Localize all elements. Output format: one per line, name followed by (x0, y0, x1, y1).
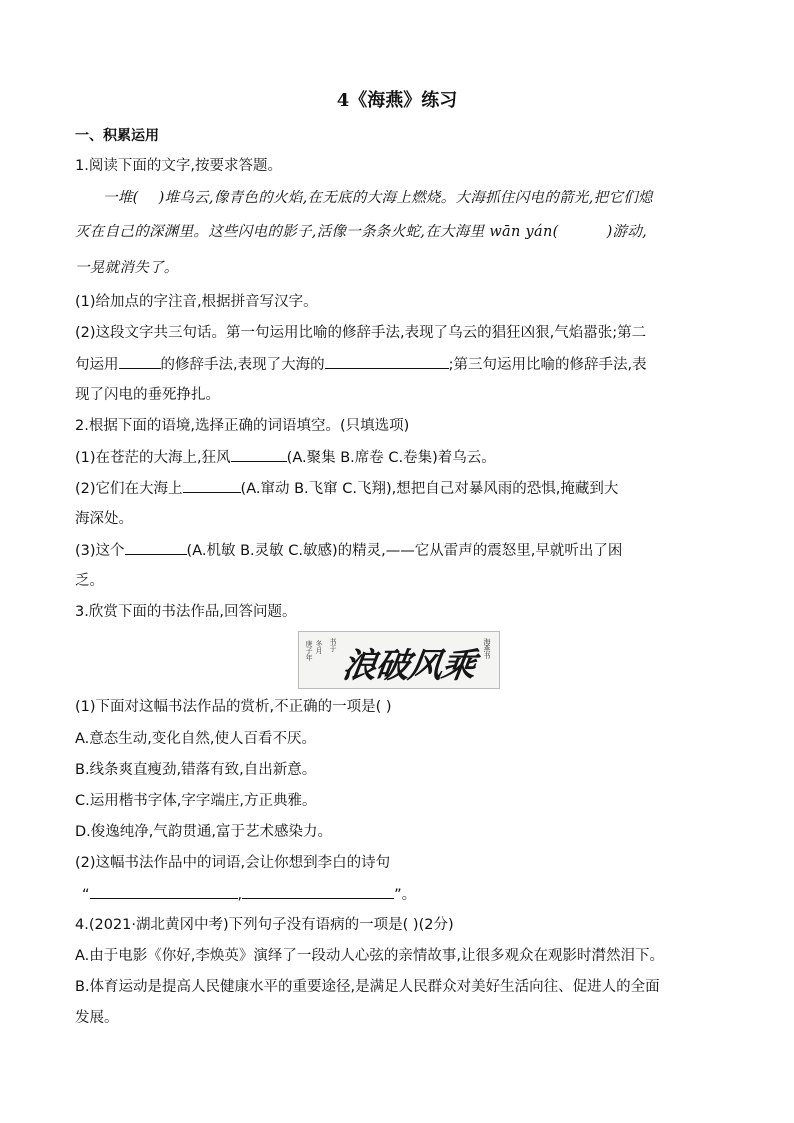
answer-blank[interactable] (90, 884, 238, 899)
passage-line-3: 一晃就消失了。 (75, 260, 179, 276)
passage-line-1 (103, 188, 653, 208)
question-4-option-a: A.由于电影《你好,李焕英》演绎了一段动人心弦的亲情故事,让很多观众在观影时潸然泪下。 (75, 948, 664, 964)
option-a: A.意态生动,变化自然,使人百看不厌。 (75, 731, 316, 747)
answer-blank[interactable] (139, 188, 159, 202)
passage-text: )游动, (606, 224, 648, 240)
calligraphy-signature: 海燕书 (483, 638, 491, 659)
passage-text: ( (552, 224, 559, 240)
question-4-prompt: 4.(2021·湖北黄冈中考)下列句子没有语病的一项是( )(2分) (75, 917, 454, 933)
answer-blank[interactable] (125, 540, 187, 555)
sentence-text: (3)这个 (75, 543, 125, 559)
quote-mark: “ (82, 887, 90, 903)
question-3-prompt: 3.欣赏下面的书法作品,回答问题。 (75, 604, 297, 620)
sentence-text: (A.窜动 B.飞窜 C.飞翔),想把自己对暴风雨的恐惧,掩藏到大 (240, 481, 619, 497)
calligraphy-image (298, 631, 500, 689)
answer-blank[interactable] (231, 447, 287, 462)
option-b: B.线条爽直瘦劲,错落有致,自出新意。 (75, 762, 317, 778)
option-c: C.运用楷书字体,字字端庄,方正典雅。 (75, 793, 317, 809)
question-4-option-b: B.体育运动是提高人民健康水平的重要途径,是满足人民群众对美好生活向往、促进人的全面 (75, 979, 660, 995)
question-2-sentence-3-cont: 乏。 (75, 573, 104, 589)
question-2-sentence-1 (75, 447, 496, 468)
question-1-sub-2-line-1: (2)这段文字共三句话。第一句运用比喻的修辞手法,表现了乌云的猖狂凶狠,气焰嚣张;第二 (75, 325, 647, 341)
sub-2-text: ;第三句运用比喻的修辞手法,表 (448, 357, 647, 373)
question-1-prompt: 1.阅读下面的文字,按要求答题。 (75, 158, 282, 174)
pinyin-text: wān yán (489, 224, 553, 240)
calligraphy-inscription: 庚子年 (305, 640, 313, 661)
passage-line-2 (75, 222, 647, 242)
answer-blank[interactable] (119, 354, 161, 369)
sentence-text: (A.聚集 B.席卷 C.卷集)着乌云。 (286, 450, 496, 466)
sentence-text: (1)在苍茫的大海上,狂风 (75, 450, 231, 466)
sub-2-text: 的修辞手法,表现了大海的 (160, 357, 325, 373)
calligraphy-text: 浪破风乘 (339, 646, 478, 686)
answer-blank[interactable] (242, 884, 394, 899)
sentence-text: (2)它们在大海上 (75, 481, 183, 497)
calligraphy-inscription: 书于 (329, 638, 337, 652)
passage-text: )堆乌云,像青色的火焰,在无底的大海上燃烧。大海抓住闪电的箭光,把它们熄 (158, 190, 653, 206)
answer-blank[interactable] (559, 222, 607, 236)
passage-text: 灭在自己的深渊里。这些闪电的影子,活像一条条火蛇,在大海里 (75, 224, 485, 240)
question-2-sentence-2-cont: 海深处。 (75, 511, 133, 527)
question-1-sub-2-line-2 (75, 354, 647, 375)
section-heading: 一、积累运用 (75, 128, 159, 144)
question-1-sub-2-line-3: 现了闪电的垂死挣扎。 (75, 387, 220, 403)
sub-2-text: 句运用 (75, 357, 119, 373)
comma: , (237, 887, 243, 903)
question-3-sub-2: (2)这幅书法作品中的词语,会让你想到李白的诗句 (75, 855, 391, 871)
answer-blank[interactable] (325, 354, 449, 369)
question-3-sub-1: (1)下面对这幅书法作品的赏析,不正确的一项是( ) (75, 699, 392, 715)
poem-answer-line (82, 884, 416, 905)
question-2-sentence-2 (75, 478, 618, 499)
question-4-option-b-cont: 发展。 (75, 1010, 119, 1026)
answer-blank[interactable] (183, 478, 241, 493)
calligraphy-inscription: 冬月 (315, 640, 323, 654)
page-title: 4《海燕》练习 (336, 90, 458, 111)
passage-text: 一堆( (103, 190, 139, 206)
question-2-sentence-3 (75, 540, 622, 561)
question-1-sub-1: (1)给加点的字注音,根据拼音写汉字。 (75, 294, 318, 310)
sentence-text: (A.机敏 B.灵敏 C.敏感)的精灵,——它从雷声的震怒里,早就听出了困 (186, 543, 623, 559)
quote-mark: ”。 (394, 887, 417, 903)
question-2-prompt: 2.根据下面的语境,选择正确的词语填空。(只填选项) (75, 418, 410, 434)
option-d: D.俊逸纯净,气韵贯通,富于艺术感染力。 (75, 824, 332, 840)
